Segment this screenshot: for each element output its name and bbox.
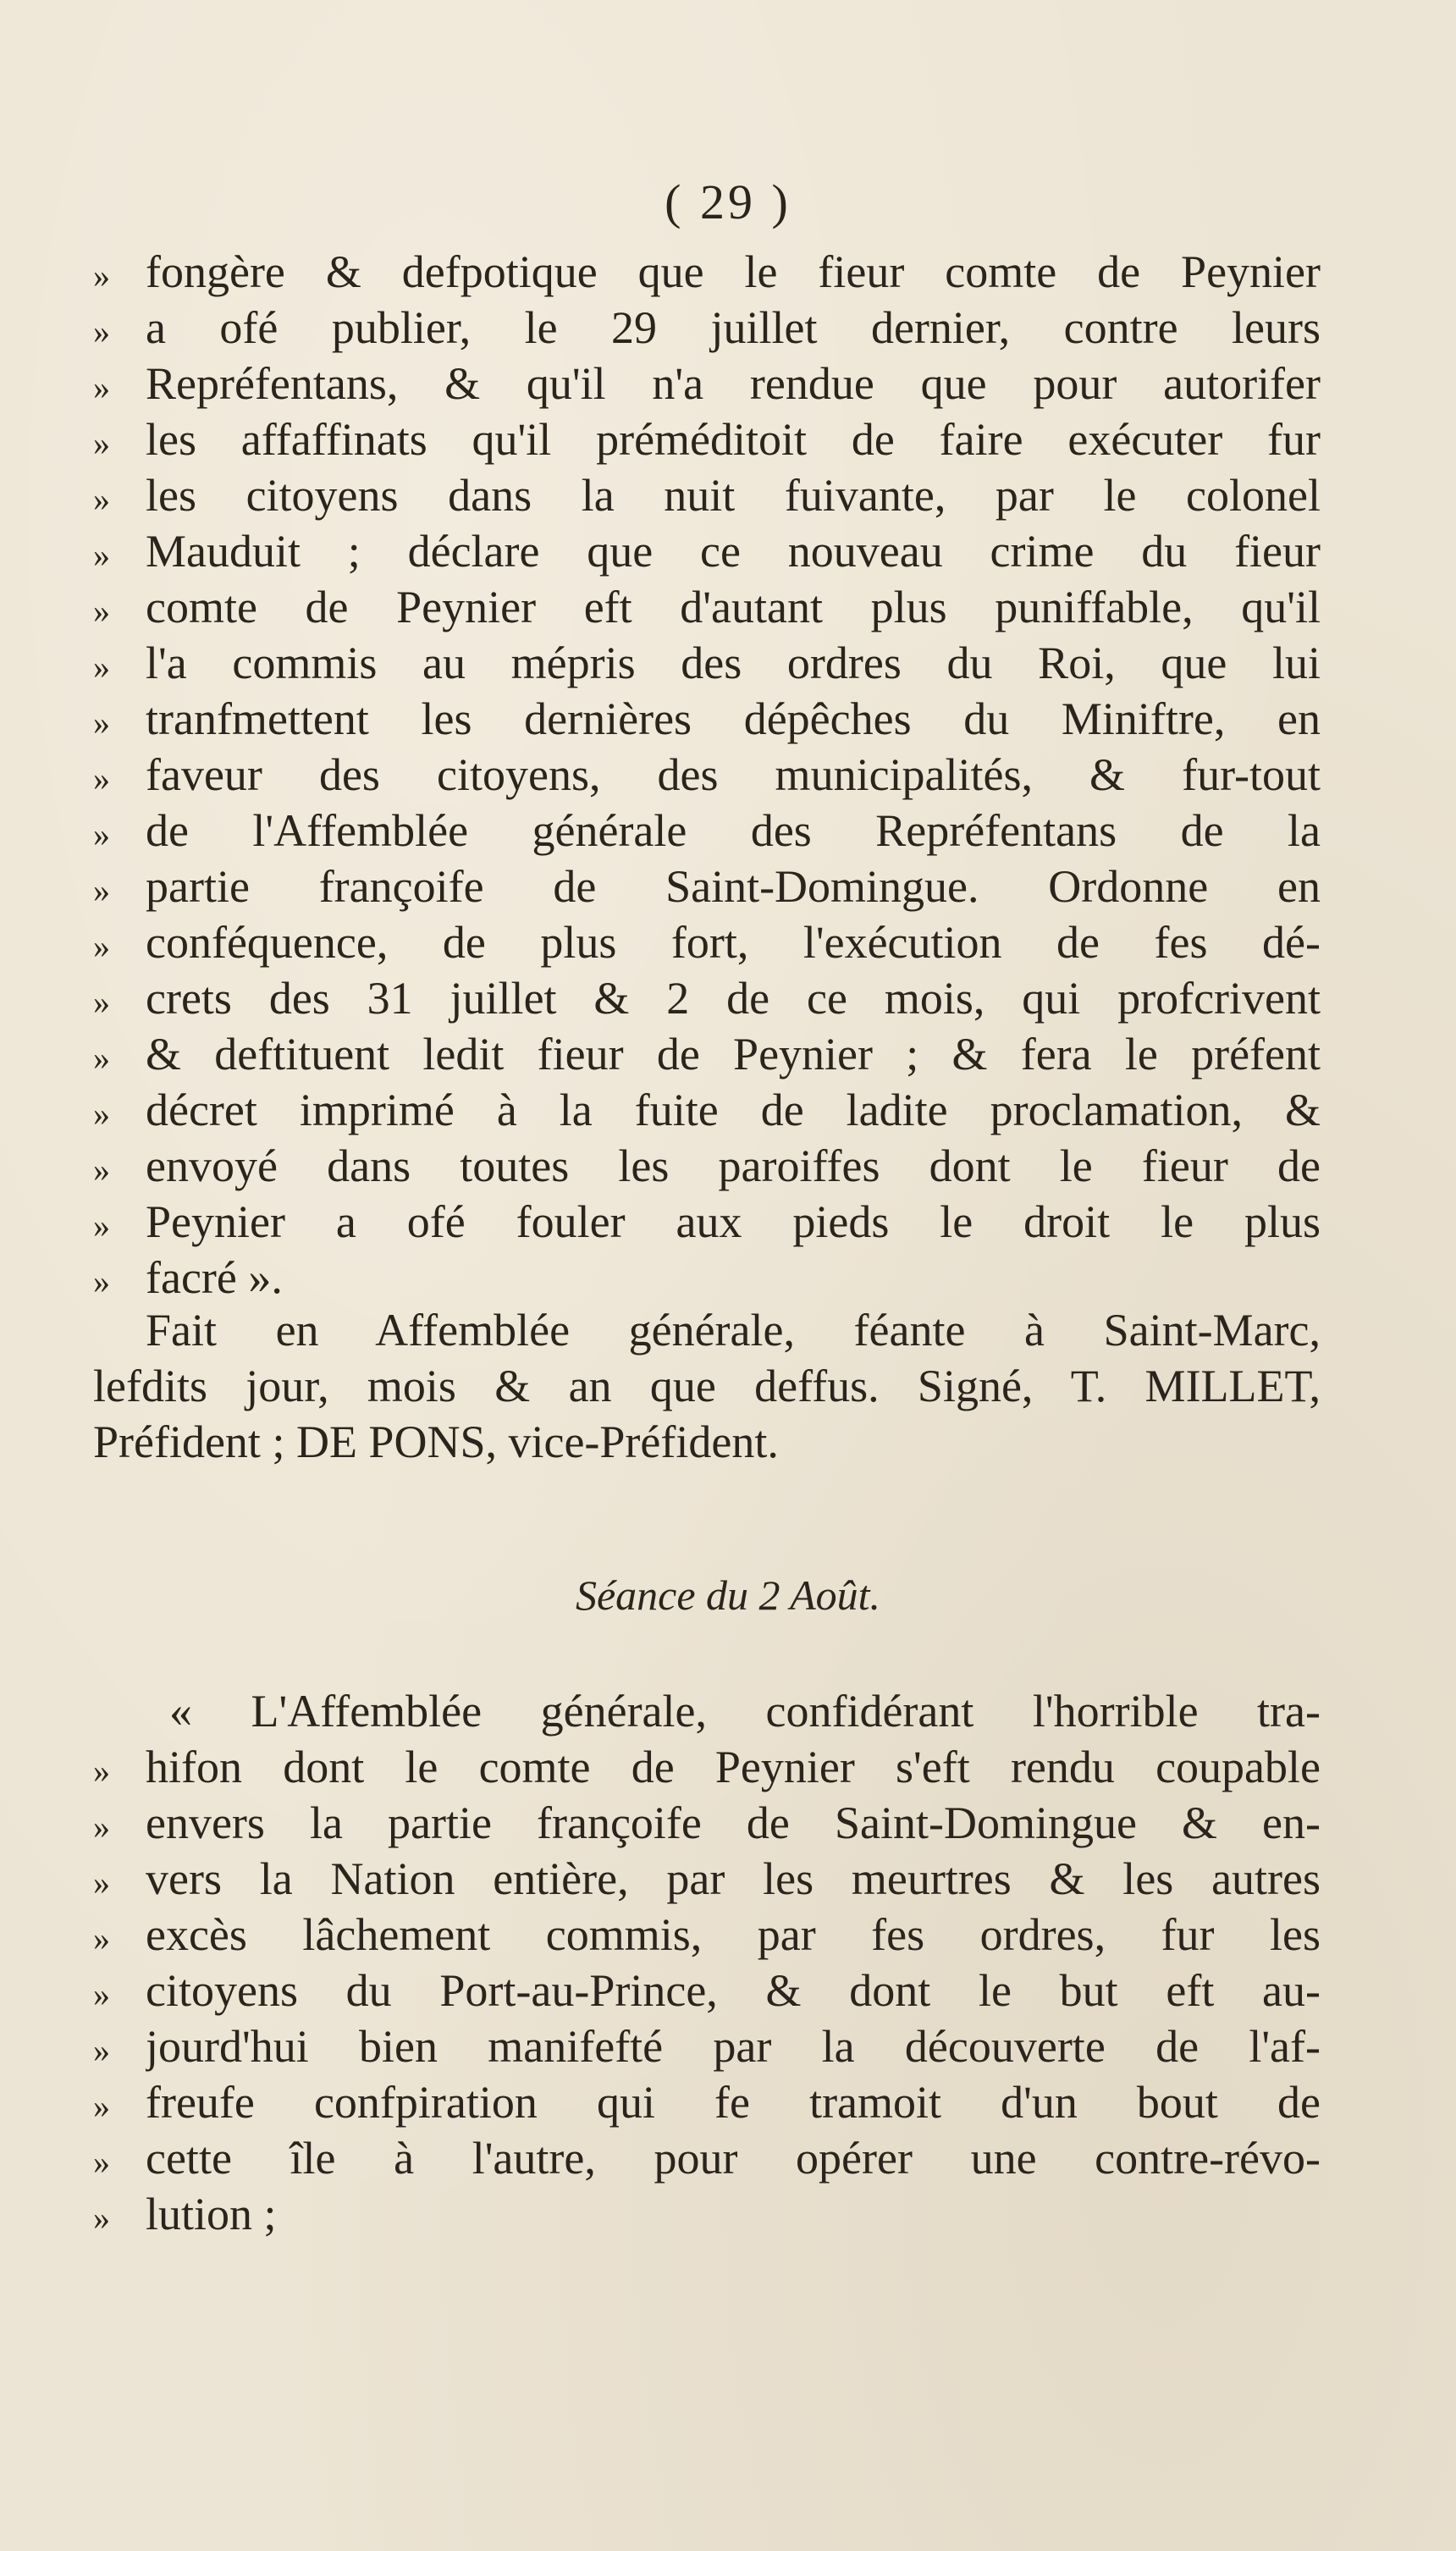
text-line [93,1140,1321,1195]
text-line [93,972,1321,1028]
guillemet-mark: » [93,1039,110,1077]
text-line [93,581,1321,637]
line-text: fongère & defpotique que le fieur comte de Peynier [146,246,1321,297]
line-text: hifon dont le comte de Peynier s'eft rendu coupable [146,1742,1321,1792]
guillemet-mark: » [93,480,110,518]
line-text: Repréfentans, & qu'il n'a rendue que pour autorifer [146,358,1321,409]
text-line [93,1853,1321,1908]
line-text: freufe confpiration qui fe tramoit d'un bout de [146,2077,1321,2128]
guillemet-mark: » [93,1752,110,1790]
line-text: a ofé publier, le 29 juillet dernier, contre leurs [146,302,1321,353]
text-line [93,1964,1321,2020]
line-text: lefdits jour, mois & an que deffus. Signé, T. MILLET, [93,1361,1321,1411]
line-text: partie françoife de Saint-Domingue. Ordonne en [146,861,1321,912]
line-text: excès lâchement commis, par fes ordres, fur les [146,1909,1321,1960]
guillemet-mark: » [93,759,110,798]
guillemet-mark: » [93,536,110,574]
line-text: comte de Peynier eft d'autant plus puniffable, qu'il [146,582,1321,632]
opening-line-text: « L'Affemblée générale, confidérant l'horrible tra- [169,1686,1321,1737]
text-line [93,1195,1321,1251]
text-line [93,413,1321,469]
line-text: Mauduit ; déclare que ce nouveau crime du fieur [146,526,1321,577]
text-line [93,1028,1321,1084]
text-line [93,1251,1321,1307]
text-line [93,1084,1321,1140]
line-text: facré ». [146,1252,283,1303]
guillemet-mark: » [93,592,110,630]
line-text: cette île à l'autre, pour opérer une contre-révo- [146,2133,1321,2184]
section-heading: Séance du 2 Août. [575,1571,881,1619]
text-line [93,525,1321,581]
signature-line [93,1360,1321,1416]
text-line [93,2188,1321,2244]
guillemet-mark: » [93,1151,110,1189]
line-text: envoyé dans toutes les paroiffes dont le fieur de [146,1140,1321,1191]
guillemet-mark: » [93,1262,110,1300]
line-text: Préfident ; DE PONS, vice-Préfident. [93,1416,779,1467]
line-text: l'a commis au mépris des ordres du Roi, que lui [146,638,1321,688]
line-text: envers la partie françoife de Saint-Domingue & en- [146,1797,1321,1848]
text-line [93,2132,1321,2188]
text-line [93,693,1321,748]
line-text: tranfmettent les dernières dépêches du Miniftre, en [146,693,1321,744]
guillemet-mark: » [93,1095,110,1133]
line-text: lution ; [146,2189,277,2239]
guillemet-mark: » [93,424,110,462]
text-line [93,301,1321,357]
text-line [93,748,1321,804]
second-decree-text-block [93,1685,1321,2244]
text-line [93,804,1321,860]
signature-line [93,1416,1321,1472]
guillemet-mark: » [93,368,110,406]
line-text: vers la Nation entière, par les meurtres & les autres [146,1853,1321,1904]
text-line [93,860,1321,916]
line-text: citoyens du Port-au-Prince, & dont le but eft au- [146,1965,1321,2016]
line-text: Peynier a ofé fouler aux pieds le droit le plus [146,1196,1321,1247]
text-line [93,246,1321,301]
line-text: les citoyens dans la nuit fuivante, par le colonel [146,470,1321,521]
text-line [93,1797,1321,1853]
signature-line [93,1304,1321,1360]
line-text: conféquence, de plus fort, l'exécution de fes dé- [146,917,1321,968]
page-number: ( 29 ) [665,174,791,229]
line-text: de l'Affemblée générale des Repréfentans de la [146,805,1321,856]
line-text: décret imprimé à la fuite de ladite proclamation, & [146,1085,1321,1135]
guillemet-mark: » [93,871,110,909]
guillemet-mark: » [93,2031,110,2069]
guillemet-mark: » [93,1206,110,1245]
guillemet-mark: » [93,704,110,742]
guillemet-mark: » [93,1975,110,2013]
text-line [93,469,1321,525]
text-line [93,637,1321,693]
guillemet-mark: » [93,312,110,351]
text-line [93,2020,1321,2076]
text-line [93,2076,1321,2132]
guillemet-mark: » [93,1808,110,1846]
signature-block [93,1304,1321,1472]
guillemet-mark: » [93,2199,110,2237]
line-text: les affaffinats qu'il préméditoit de faire exécuter fur [146,414,1321,465]
line-text: Fait en Affemblée générale, féante à Saint-Marc, [146,1305,1321,1356]
text-line [93,1741,1321,1797]
guillemet-mark: » [93,257,110,295]
decree-text-block [93,246,1321,1307]
line-text: & deftituent ledit fieur de Peynier ; & fera le préfent [146,1029,1321,1079]
guillemet-mark: » [93,1919,110,1957]
guillemet-mark: » [93,927,110,965]
guillemet-mark: » [93,2087,110,2125]
guillemet-mark: » [93,983,110,1021]
line-text: crets des 31 juillet & 2 de ce mois, qui profcrivent [146,973,1321,1024]
line-text: jourd'hui bien manifefté par la découverte de l'af- [146,2021,1321,2072]
guillemet-mark: » [93,1864,110,1902]
line-text: faveur des citoyens, des municipalités, & fur-tout [146,749,1321,800]
guillemet-mark: » [93,2143,110,2181]
guillemet-mark: » [93,815,110,853]
text-line [93,1908,1321,1964]
text-line [93,916,1321,972]
text-line [93,1685,1321,1741]
guillemet-mark: » [93,648,110,686]
text-line [93,357,1321,413]
